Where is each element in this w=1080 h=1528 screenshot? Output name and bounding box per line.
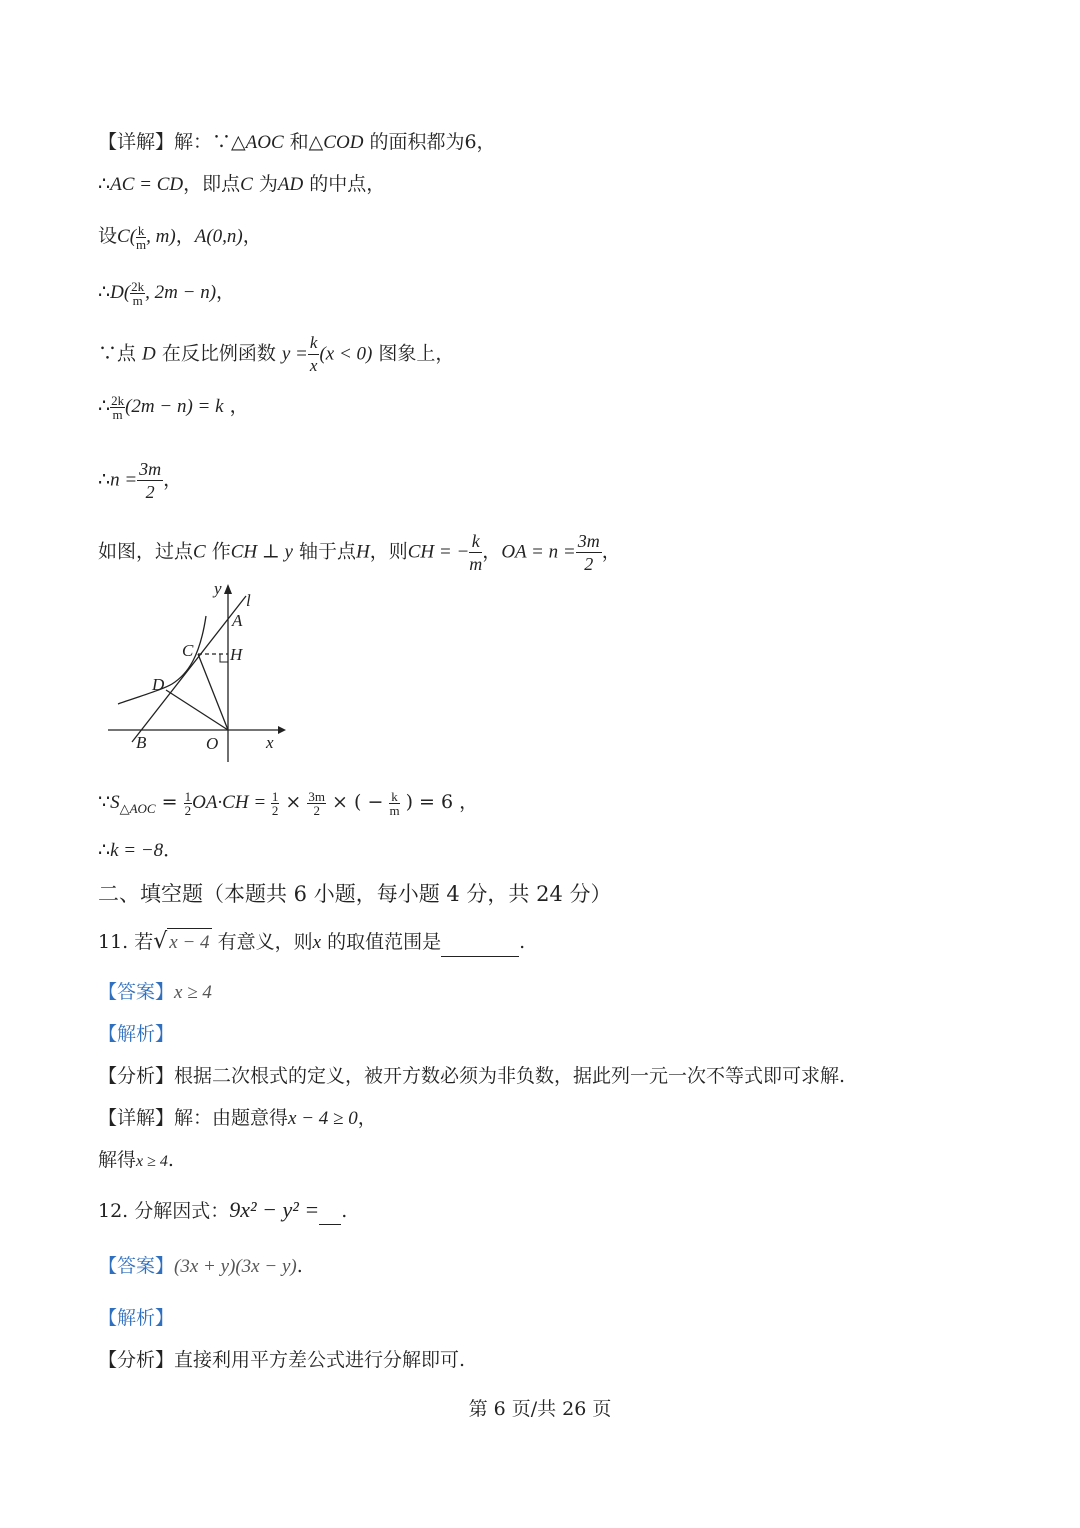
label-A: A [232,611,243,630]
answer-blank [441,936,519,957]
geometry-diagram [100,576,300,772]
solution-line-2: ∴AC = CD，即点C 为AD 的中点， [98,173,386,195]
fraction-3m-over-2: $\frac{3m}{2}$ [308,788,326,818]
question-12: 12. 分解因式：9x² − y² = . [98,1196,347,1225]
analysis-12 [98,1304,174,1332]
fraction-2k-over-m: $\frac{2k}{m}$ [131,278,145,308]
answer-11: 【答案】x ≥ 4 [98,981,212,1003]
question-11: 11. 若√ x − 4 有意义，则x 的取值范围是 . [98,928,525,957]
label-C: C [182,641,194,660]
fraction-k-over-x: $\frac{k}{x}$ [309,333,318,375]
solution-line-8: 如图，过点C 作CH ⊥ y 轴于点H，则CH = − $\frac{k}{m}$ ，OA = n = $\frac{3m}{2}$ ， [98,531,621,574]
label-l: l [246,591,251,610]
analysis-11 [98,1020,174,1048]
solution-line-1: 【详解】解：∵△AOC 和△COD 的面积都为6， [98,131,496,153]
fraction-k-over-m: $\frac{k}{m}$ [136,222,147,252]
reasoning-tag: 【分析】 [98,1349,175,1371]
label-D: D [152,675,165,694]
segment-OD [166,690,228,730]
solve-11: 解得x ≥ 4. [98,1149,174,1171]
analysis-tag: 【解析】 [98,1023,175,1045]
detail-11: 【详解】解：由题意得x − 4 ≥ 0， [98,1107,377,1129]
page-footer: 第 6 页/共 26 页 [468,1398,612,1420]
solution-line-7: ∴n = $\frac{3m}{2}$ ， [98,459,183,502]
detail-tag: 【详解】 [98,1107,175,1129]
detail-tag: 【详解】 [98,131,175,153]
fraction-one-half: $\frac{1}{2}$ [184,788,192,818]
reasoning-tag: 【分析】 [98,1065,175,1087]
solution-line-10: ∴k = −8． [98,839,183,861]
solution-line-5: ∵点 D 在反比例函数 y = $\frac{k}{x}$ (x < 0) 图象上， [98,333,455,375]
sqrt-expression: x − 4 [167,928,211,957]
reasoning-11: 【分析】根据二次根式的定义，被开方数必须为非负数，据此列一元一次不等式即可求解. [98,1065,846,1087]
label-B: B [136,733,147,752]
fraction-k-over-m: $\frac{k}{m}$ [389,788,400,818]
fraction-one-half: $\frac{1}{2}$ [271,788,279,818]
analysis-tag: 【解析】 [98,1307,175,1329]
fraction-k-over-m: $\frac{k}{m}$ [469,531,483,574]
solution-line-6: ∴ $\frac{2k}{m}$ (2m − n) = k ， [98,392,249,422]
solution-line-3: 设C( $\frac{k}{m}$ , m)，A(0,n)， [98,222,262,252]
line-l [132,596,246,742]
fraction-2k-over-m: $\frac{2k}{m}$ [111,392,125,422]
answer-blank [319,1204,341,1225]
reasoning-12: 【分析】直接利用平方差公式进行分解即可. [98,1349,466,1371]
label-O: O [206,734,219,753]
label-y: y [214,579,222,598]
answer-tag: 【答案】 [98,981,175,1003]
answer-12: 【答案】(3x + y)(3x − y). [98,1255,303,1277]
fraction-3m-over-2: $\frac{3m}{2}$ [577,531,600,574]
label-x: x [266,733,274,752]
section-heading: 二、填空题（本题共 6 小题，每小题 4 分，共 24 分） [98,882,612,906]
solution-line-4: ∴D( $\frac{2k}{m}$ , 2m − n)， [98,278,236,308]
y-axis-arrow-icon [224,584,232,594]
answer-tag: 【答案】 [98,1255,175,1277]
solution-line-9: $\because S_{\triangle AOC}$ = $\frac{1}{2}$ OA·CH = $\frac{1}{2}$ × $\frac{3m}{2}$ × ( − $\frac{k}{m}$ ) = 6 ， [98,788,479,818]
segment-OC [198,654,228,730]
right-angle-mark [220,654,228,662]
x-axis-arrow-icon [278,726,286,734]
fraction-3m-over-2: $\frac{3m}{2}$ [139,459,162,502]
label-H: H [230,645,243,664]
